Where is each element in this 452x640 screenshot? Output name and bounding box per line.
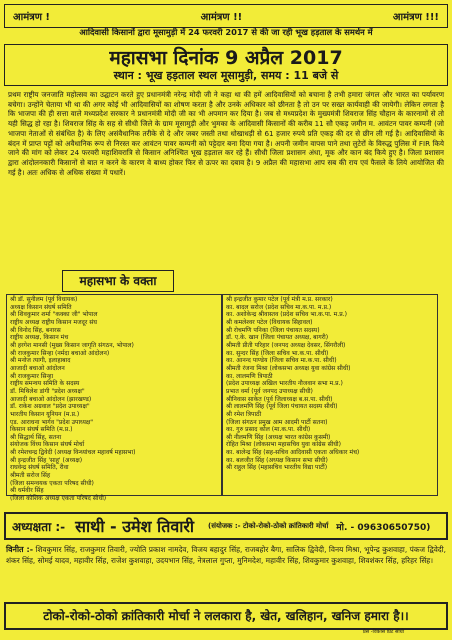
speaker-line: एड. आराधना भार्गव "प्रदेश उपाध्यक्ष": [10, 418, 94, 426]
speaker-line: (जिला समन्वयक एकता परिषद सीधी): [10, 479, 94, 487]
speaker-line: राघवेन्द्र संघर्ष समिति, रीवा: [10, 464, 69, 472]
speaker-line: श्री रमेशचन्द्र द्विवेदी (अध्यक्ष विन्ध्यांचल महावर्ष महासभा): [10, 449, 136, 457]
slogan-box: टोको-रोको-ठोको क्रांतिकारी मोर्चा ने ललकारा है, खेत, खलिहान, खनिज हमारा है।।: [4, 602, 448, 630]
speaker-line: श्री डॉ. सुनीलम (पूर्व विधायक): [10, 296, 78, 303]
speaker-line: श्रीनिवास साकेत (पूर्व जिलाध्यक्ष ब.स.पा. सीधी): [226, 395, 333, 403]
chair-name: साथी - उमेश तिवारी: [75, 517, 195, 536]
speaker-line: श्री धर्मवीर सिंह: [10, 487, 44, 495]
invitation-center: आमंत्रण !!: [200, 12, 243, 23]
speaker-line: का. बलजीत सिंह (अध्यक्ष किसान सभा सीधी): [226, 456, 328, 464]
speaker-line: राष्ट्रीय अध्यक्ष राष्ट्रीय किसान मजदूर संघ: [10, 318, 97, 326]
speaker-line: (प्रदेश उपाध्यक्ष अखिल भारतीय नौजवान सभा म.प्र.): [226, 380, 343, 388]
speaker-line: (जिला संगठन प्रमुख आम आदमी पार्टी सतना): [226, 418, 328, 426]
speaker-line: राष्ट्रीय अध्यक्ष, किसान मंच: [10, 334, 69, 342]
speaker-line: आजादी बचाओ आंदोलन (झारखण्ड): [10, 395, 92, 403]
organizers-names: शिवकुमार सिंह, राजकुमार तिवारी, ज्योति प्रकाश नामदेव, विजय बहादुर सिंह, राजबहोर बैगा, सालिक द्विवेदी, विनय मिश्रा, भूपेन्द्र कुशवाहा, पंकज द्विवेदी, शंकर सिंह, सोमई यादव, महावीर सिंह, राजेश कुशवाहा, उदयभान सिंह, नेत्रलाल गुप्ता, मुनिमदेश, महावीर सिंह, शिवकुमार कुशवाहा, शिवशंकर सिंह, हरिहर सिंह।: [6, 545, 446, 565]
printer-credit: प्रेस -विकास प्रिंट सीधी: [362, 629, 404, 635]
speaker-line: श्री इन्द्रजीत कुमार पटेल (पूर्व मंत्री म.प्र. सरकार): [226, 296, 333, 303]
speaker-line: श्री रमेश त्रिपाठी: [226, 410, 262, 418]
speaker-line: श्री हरगेश मानसी (मुख्य किसान जागृति संगठन, भोपाल): [10, 341, 134, 349]
speaker-line: (जिला कोशिक अध्यक्ष एकता परिषद सीधी): [10, 495, 107, 503]
chair-mobile: मो. - 09630650750): [336, 522, 431, 533]
speaker-line: का. बालेन्द्र सिंह (सह-सचिव आदिवासी एकता अधिकार मंच): [226, 449, 360, 457]
invitation-left: आमंत्रण !: [13, 12, 50, 23]
speaker-line: का. आनन्द पाण्डेय (जिला सचिव मा.क.पा. सीधी): [226, 357, 337, 365]
speaker-line: श्री कमलेश्वर पटेल (विधायक सिहावल): [226, 318, 313, 326]
page-title: महासभा दिनांक 9 अप्रैल 2017: [109, 47, 343, 69]
speakers-right-column: [222, 294, 438, 496]
speaker-line: अध्यक्ष किसान संघर्ष समिति: [10, 303, 72, 311]
speaker-line: का. सुन्दर सिंह (जिला सचिव भा.क.पा. सीधी): [226, 349, 329, 357]
speaker-line: किसान संघर्ष समिति (म.प्र.): [10, 426, 73, 434]
speaker-line: भारतीय किसान यूनियन (म.प्र.): [10, 410, 80, 418]
speaker-line: का. बादल सरोज (प्रदेश सचिव मा.क.पा. म.प्र.): [226, 303, 332, 311]
speaker-line: श्री शिवकुमार शर्मा "कक्का जी" भोपाल: [10, 311, 98, 319]
venue-time: स्थान : भूख हड़ताल स्थल मूसामुड़ी, समय : 11 बजे से: [113, 69, 339, 82]
subtitle: आदिवासी किसानों द्वारा मूसामुड़ी में 24 फरवरी 2017 से की जा रही भूख हड़ताल के समर्थन में: [79, 27, 373, 37]
speaker-line: का. अशोकेन्द्र श्रीवास्तव (प्रदेश सचिव भा.क.पा. म.प्र.): [226, 311, 348, 319]
speaker-line: श्रीमती प्रीती परिहार (जनपद अध्यक्ष देवसर, सिंगरौली): [226, 341, 346, 349]
speaker-line: डॉ. राकेश अग्रवाल "प्रदेश उपाध्यक्ष": [10, 403, 90, 411]
speaker-line: डॉ. ए.के. खान (जिला पंचायत अध्यक्ष, बागरी): [226, 334, 329, 342]
speaker-line: राष्ट्रीय समन्वय समिति के सदस्य: [10, 380, 80, 388]
speaker-line: संयोजक विंध्य किसान संघर्ष मोर्चा: [10, 441, 85, 449]
speaker-line: श्रीमती सरोज सिंह: [10, 472, 51, 480]
speaker-line: रोहित मिश्रा (लोकसभा महासचिव युवा कांग्रेस सीधी): [226, 441, 341, 449]
chairperson-box: [4, 512, 448, 540]
speaker-line: श्री राजकुमार सिन्हा (नर्मदा बचाओ आंदोलन): [10, 349, 110, 357]
speaker-line: आजादी बचाओ आंदोलन: [10, 364, 65, 372]
speakers-left-column: [6, 294, 222, 503]
speaker-line: श्री लालमणि सिंह (पूर्व जिला पंचायत सदस्य सीधी): [226, 403, 338, 411]
speaker-line: श्री नीलमणि सिंह (अध्यक्ष भारत कांग्रेस कुसमी): [226, 433, 331, 441]
speaker-line: श्री इन्द्रजीत सिंह 'साहू' (अध्यक्ष): [10, 456, 83, 464]
speaker-line: का. गुरु प्रसाद कोल (मा.क.पा. सीधी): [226, 426, 311, 434]
invitation-bar: [4, 4, 448, 28]
speaker-line: श्री विनोद सिंह, बनारस: [10, 326, 61, 334]
invitation-right: आमंत्रण !!!: [392, 12, 439, 23]
organizers-list: [6, 545, 446, 601]
speaker-line: श्री राहुल सिंह (महासचिव भारतीय विद्या पार्टी): [226, 464, 328, 472]
speaker-line: श्री रोचमणि पनिका (जिला पंचायत सदस्य): [226, 326, 320, 334]
speaker-line: डॉ. मिथिलेश डांगी "प्रदेश अध्यक्ष": [10, 387, 85, 395]
speakers-heading: महासभा के वक्ता: [62, 270, 174, 292]
speaker-line: श्री राजकुमार सिन्हा: [10, 372, 54, 380]
organizers-label: विनीत :-: [6, 545, 34, 554]
title-box: [4, 44, 448, 86]
chair-label: अध्यक्षता :-: [12, 519, 66, 534]
speaker-line: का. लालमणि त्रिपाठी: [226, 372, 273, 380]
chair-organization: (संयोजक :- टोको-रोको-ठोको क्रांतिकारी मोर्चा: [208, 521, 329, 530]
speaker-line: प्रभात वर्मा (पूर्व जनपद उपाध्यक्ष सीधी): [226, 387, 313, 395]
body-paragraph: प्रथम राष्ट्रीय जनजाति महोत्सव का उद्घाटन करते हुए प्रधानमंत्री नरेन्द्र मोदी जी ने कहा था की हमें आदिवासियों को बचाना है तभी हमारा जंगल और भारत का पर्यावरण बचेगा। उन्होंने चेताया भी था की अगर कोई भी आदिवासियों का शोषण करता है और उनके अधिकार को छीनता है तो उन पर सख्त कार्यवाही की जायेगी। लेकिन लगता है कि भाजपा की ही सत्ता वाले मध्यप्रदेश सरकार ने प्रधानमंत्री मोदी जी का भी अपमान कर दिया है। जब से मध्यप्रदेश के मुख्यमंत्री शिवराज सिंह चौहान के कारनामों से तो यही सिद्ध हो रहा है। शिवराज सिंह के सह से सीधी जिले के ग्राम मूसामुड़ी और भुमका के आदिवासी किसानों की करीब 11 सौ एकड़ जमीन म. आवंटन पावर कम्पनी (जो भाजपा नेताओं से संबंधित है) के लिए असंवैधानिक तरीके से दे और जबर जस्ती तथा धोखाधड़ी से 61 हजार रुपये प्रति एकड़ की दर से छीन ली गई है। आदिवासियों के बंदन में प्राप्त पट्टों को अवैधानिक रूप से निरस्त कर आवंटन पावर कम्पनी को पट्टेदार बना दिया गया है। अपनी जमीन वापस पाने तथा लुटेरों के विरुद्ध पुलिस में FIR किये जाने की मांग को लेकर 24 फरवरी महाशिवरात्रि से किसान अनिश्चित भूख हड़ताल कर रहे हैं। सीधी जिला प्रशासन अंधा, मूक और कान बंद किये हुए है। जिला प्रशासन द्वारा आंदोलनकारी किसानों से बात न करने के कारण वे बाध्य होकर फिर से ऊपर का दबाव है। 9 अप्रैल की महासभा आप सब की राय एवं फैसले के लिये आयोजित की गई है। अतः अधिक से अधिक संख्या में पधारें।: [8, 90, 444, 177]
speaker-line: श्री मनोज त्यागी, इलाहाबाद: [10, 357, 71, 365]
speaker-line: श्री सिद्धार्थ सिंह, सतना: [10, 433, 62, 441]
speaker-line: श्रीमती रंजना मिश्रा (लोकसभा अध्यक्ष युवा कांग्रेस सीधी): [226, 364, 351, 372]
